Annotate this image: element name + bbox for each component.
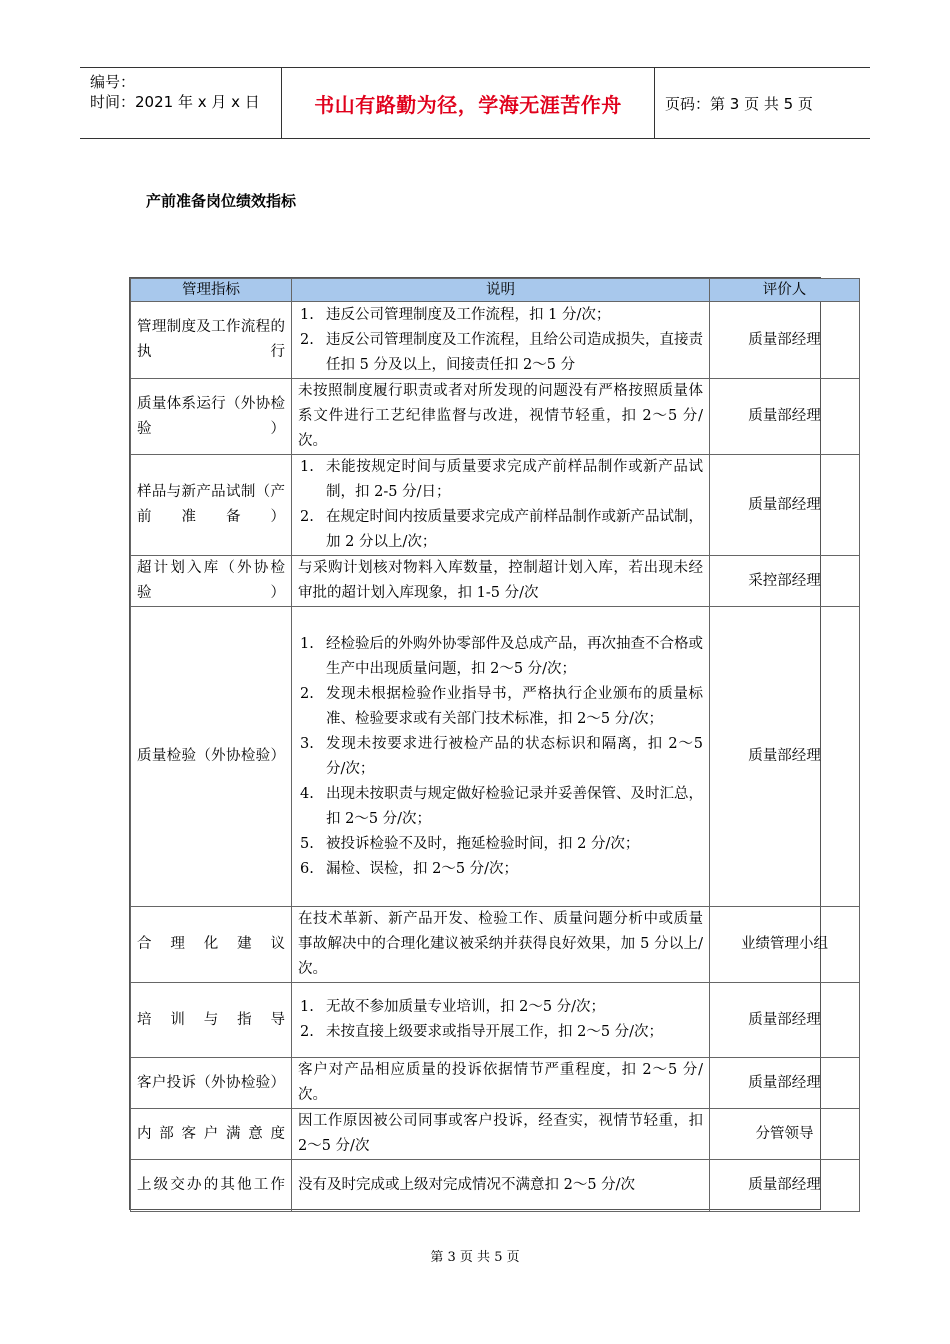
item-text: 未能按规定时间与质量要求完成产前样品制作或新产品试制，扣 2-5 分/日； — [326, 459, 703, 500]
criteria-item — [298, 632, 703, 682]
indicator-cell: 管理制度及工作流程的执行 — [131, 302, 292, 379]
description-cell — [292, 1160, 710, 1212]
item-number: 2. — [300, 1024, 314, 1040]
item-number: 2. — [300, 685, 314, 702]
criteria-item — [298, 995, 703, 1020]
description-text: 在技术革新、新产品开发、检验工作、质量问题分析中或质量事故解决中的合理化建议被采纳并获得良好效果，加 5 分以上/次。 — [298, 911, 703, 977]
item-text: 经检验后的外购外协零部件及总成产品，再次抽查不合格或生产中出现质量问题，扣 2～5 分/次； — [326, 635, 703, 677]
evaluator-cell: 分管领导 — [710, 1109, 860, 1160]
item-text: 被投诉检验不及时，拖延检验时间，扣 2 分/次； — [326, 835, 640, 852]
header-page-info: 页码：第 3 页 共 5 页 — [665, 94, 813, 113]
header-evaluator: 评价人 — [710, 279, 860, 302]
item-text: 漏检、误检，扣 2～5 分/次； — [326, 860, 519, 877]
criteria-item — [298, 732, 703, 782]
item-text: 未按直接上级要求或指导开展工作，扣 2～5 分/次； — [326, 1024, 664, 1040]
criteria-item — [298, 1020, 703, 1045]
description-text: 与采购计划核对物料入库数量，控制超计划入库，若出现未经审批的超计划入库现象，扣 1-5 分/次 — [298, 560, 703, 601]
evaluator-cell: 质量部经理 — [710, 983, 860, 1058]
criteria-item — [298, 455, 703, 505]
indicator-cell: 样品与新产品试制（产前准备） — [131, 455, 292, 556]
page-title: 产前准备岗位绩效指标 — [146, 192, 297, 210]
criteria-item — [298, 505, 703, 555]
table-row — [131, 907, 860, 983]
description-text: 因工作原因被公司同事或客户投诉，经查实，视情节轻重，扣 2～5 分/次 — [298, 1113, 703, 1154]
evaluator-cell: 质量部经理 — [710, 302, 860, 379]
table-row — [131, 556, 860, 607]
item-number: 1. — [300, 306, 314, 323]
criteria-list — [298, 303, 703, 378]
description-cell — [292, 983, 710, 1058]
header-motto: 书山有路勤为径，学海无涯苦作舟 — [281, 68, 655, 138]
description-cell — [292, 607, 710, 907]
evaluator-cell: 质量部经理 — [710, 607, 860, 907]
indicator-cell: 质量检验（外协检验） — [131, 607, 292, 907]
description-text: 客户对产品相应质量的投诉依据情节严重程度，扣 2～5 分/次。 — [298, 1062, 703, 1103]
item-number: 6. — [300, 860, 314, 877]
table-row — [131, 1058, 860, 1109]
table-row — [131, 379, 860, 455]
item-text: 在规定时间内按质量要求完成产前样品制作或新产品试制，加 2 分以上/次； — [326, 509, 703, 550]
item-text: 违反公司管理制度及工作流程，且给公司造成损失，直接责任扣 5 分及以上，间接责任扣 2～5 分 — [326, 331, 703, 373]
evaluator-cell: 质量部经理 — [710, 379, 860, 455]
item-number: 4. — [300, 785, 314, 802]
table-header-row — [131, 279, 860, 302]
table-row — [131, 455, 860, 556]
criteria-item — [298, 832, 703, 857]
criteria-item — [298, 328, 703, 378]
document-date: 时间：2021 年 x 月 x 日 — [90, 93, 260, 111]
page-footer: 第 3 页 共 5 页 — [430, 1250, 520, 1265]
description-text: 没有及时完成或上级对完成情况不满意扣 2～5 分/次 — [298, 1177, 636, 1193]
header-indicator: 管理指标 — [131, 279, 292, 302]
table-row — [131, 607, 860, 907]
criteria-item — [298, 682, 703, 732]
item-text: 发现未根据检验作业指导书，严格执行企业颁布的质量标准、检验要求或有关部门技术标准，扣 2～5 分/次； — [326, 685, 703, 727]
evaluator-cell: 质量部经理 — [710, 455, 860, 556]
criteria-list — [298, 455, 703, 555]
table-row — [131, 1160, 860, 1212]
description-cell — [292, 907, 710, 983]
kpi-table — [130, 278, 860, 1212]
header-left-cell — [80, 68, 281, 138]
document-number-label: 编号： — [90, 73, 136, 91]
description-cell — [292, 1109, 710, 1160]
item-text: 无故不参加质量专业培训，扣 2～5 分/次； — [326, 999, 606, 1015]
indicator-cell: 合理化建议 — [131, 907, 292, 983]
indicator-cell: 客户投诉（外协检验） — [131, 1058, 292, 1109]
kpi-table-frame — [129, 277, 828, 1210]
indicator-cell: 质量体系运行（外协检验） — [131, 379, 292, 455]
header-description: 说明 — [292, 279, 710, 302]
criteria-list — [298, 632, 703, 882]
indicator-cell: 内部客户满意度 — [131, 1109, 292, 1160]
table-row — [131, 983, 860, 1058]
item-text: 违反公司管理制度及工作流程，扣 1 分/次； — [326, 306, 611, 323]
evaluator-cell: 采控部经理 — [710, 556, 860, 607]
item-number: 1. — [300, 635, 314, 652]
description-text: 未按照制度履行职责或者对所发现的问题没有严格按照质量体系文件进行工艺纪律监督与改进，视情节轻重，扣 2～5 分/次。 — [298, 383, 703, 449]
criteria-item — [298, 857, 703, 882]
table-row — [131, 302, 860, 379]
description-cell — [292, 1058, 710, 1109]
item-number: 5. — [300, 835, 314, 852]
evaluator-cell: 质量部经理 — [710, 1160, 860, 1212]
description-cell — [292, 302, 710, 379]
item-number: 3. — [300, 735, 314, 752]
evaluator-cell: 业绩管理小组 — [710, 907, 860, 983]
item-number: 2. — [300, 331, 314, 348]
description-cell — [292, 556, 710, 607]
indicator-cell: 超计划入库（外协检验） — [131, 556, 292, 607]
page-header — [80, 67, 870, 139]
table-row — [131, 1109, 860, 1160]
description-cell — [292, 379, 710, 455]
indicator-cell: 培训与指导 — [131, 983, 292, 1058]
evaluator-cell: 质量部经理 — [710, 1058, 860, 1109]
description-cell — [292, 455, 710, 556]
item-number: 1. — [300, 459, 314, 475]
criteria-item — [298, 303, 703, 328]
criteria-item — [298, 782, 703, 832]
criteria-list — [298, 995, 703, 1045]
item-text: 发现未按要求进行被检产品的状态标识和隔离，扣 2～5 分/次； — [326, 735, 703, 777]
indicator-cell: 上级交办的其他工作 — [131, 1160, 292, 1212]
item-number: 1. — [300, 999, 314, 1015]
item-number: 2. — [300, 509, 314, 525]
item-text: 出现未按职责与规定做好检验记录并妥善保管、及时汇总，扣 2～5 分/次； — [326, 785, 703, 827]
